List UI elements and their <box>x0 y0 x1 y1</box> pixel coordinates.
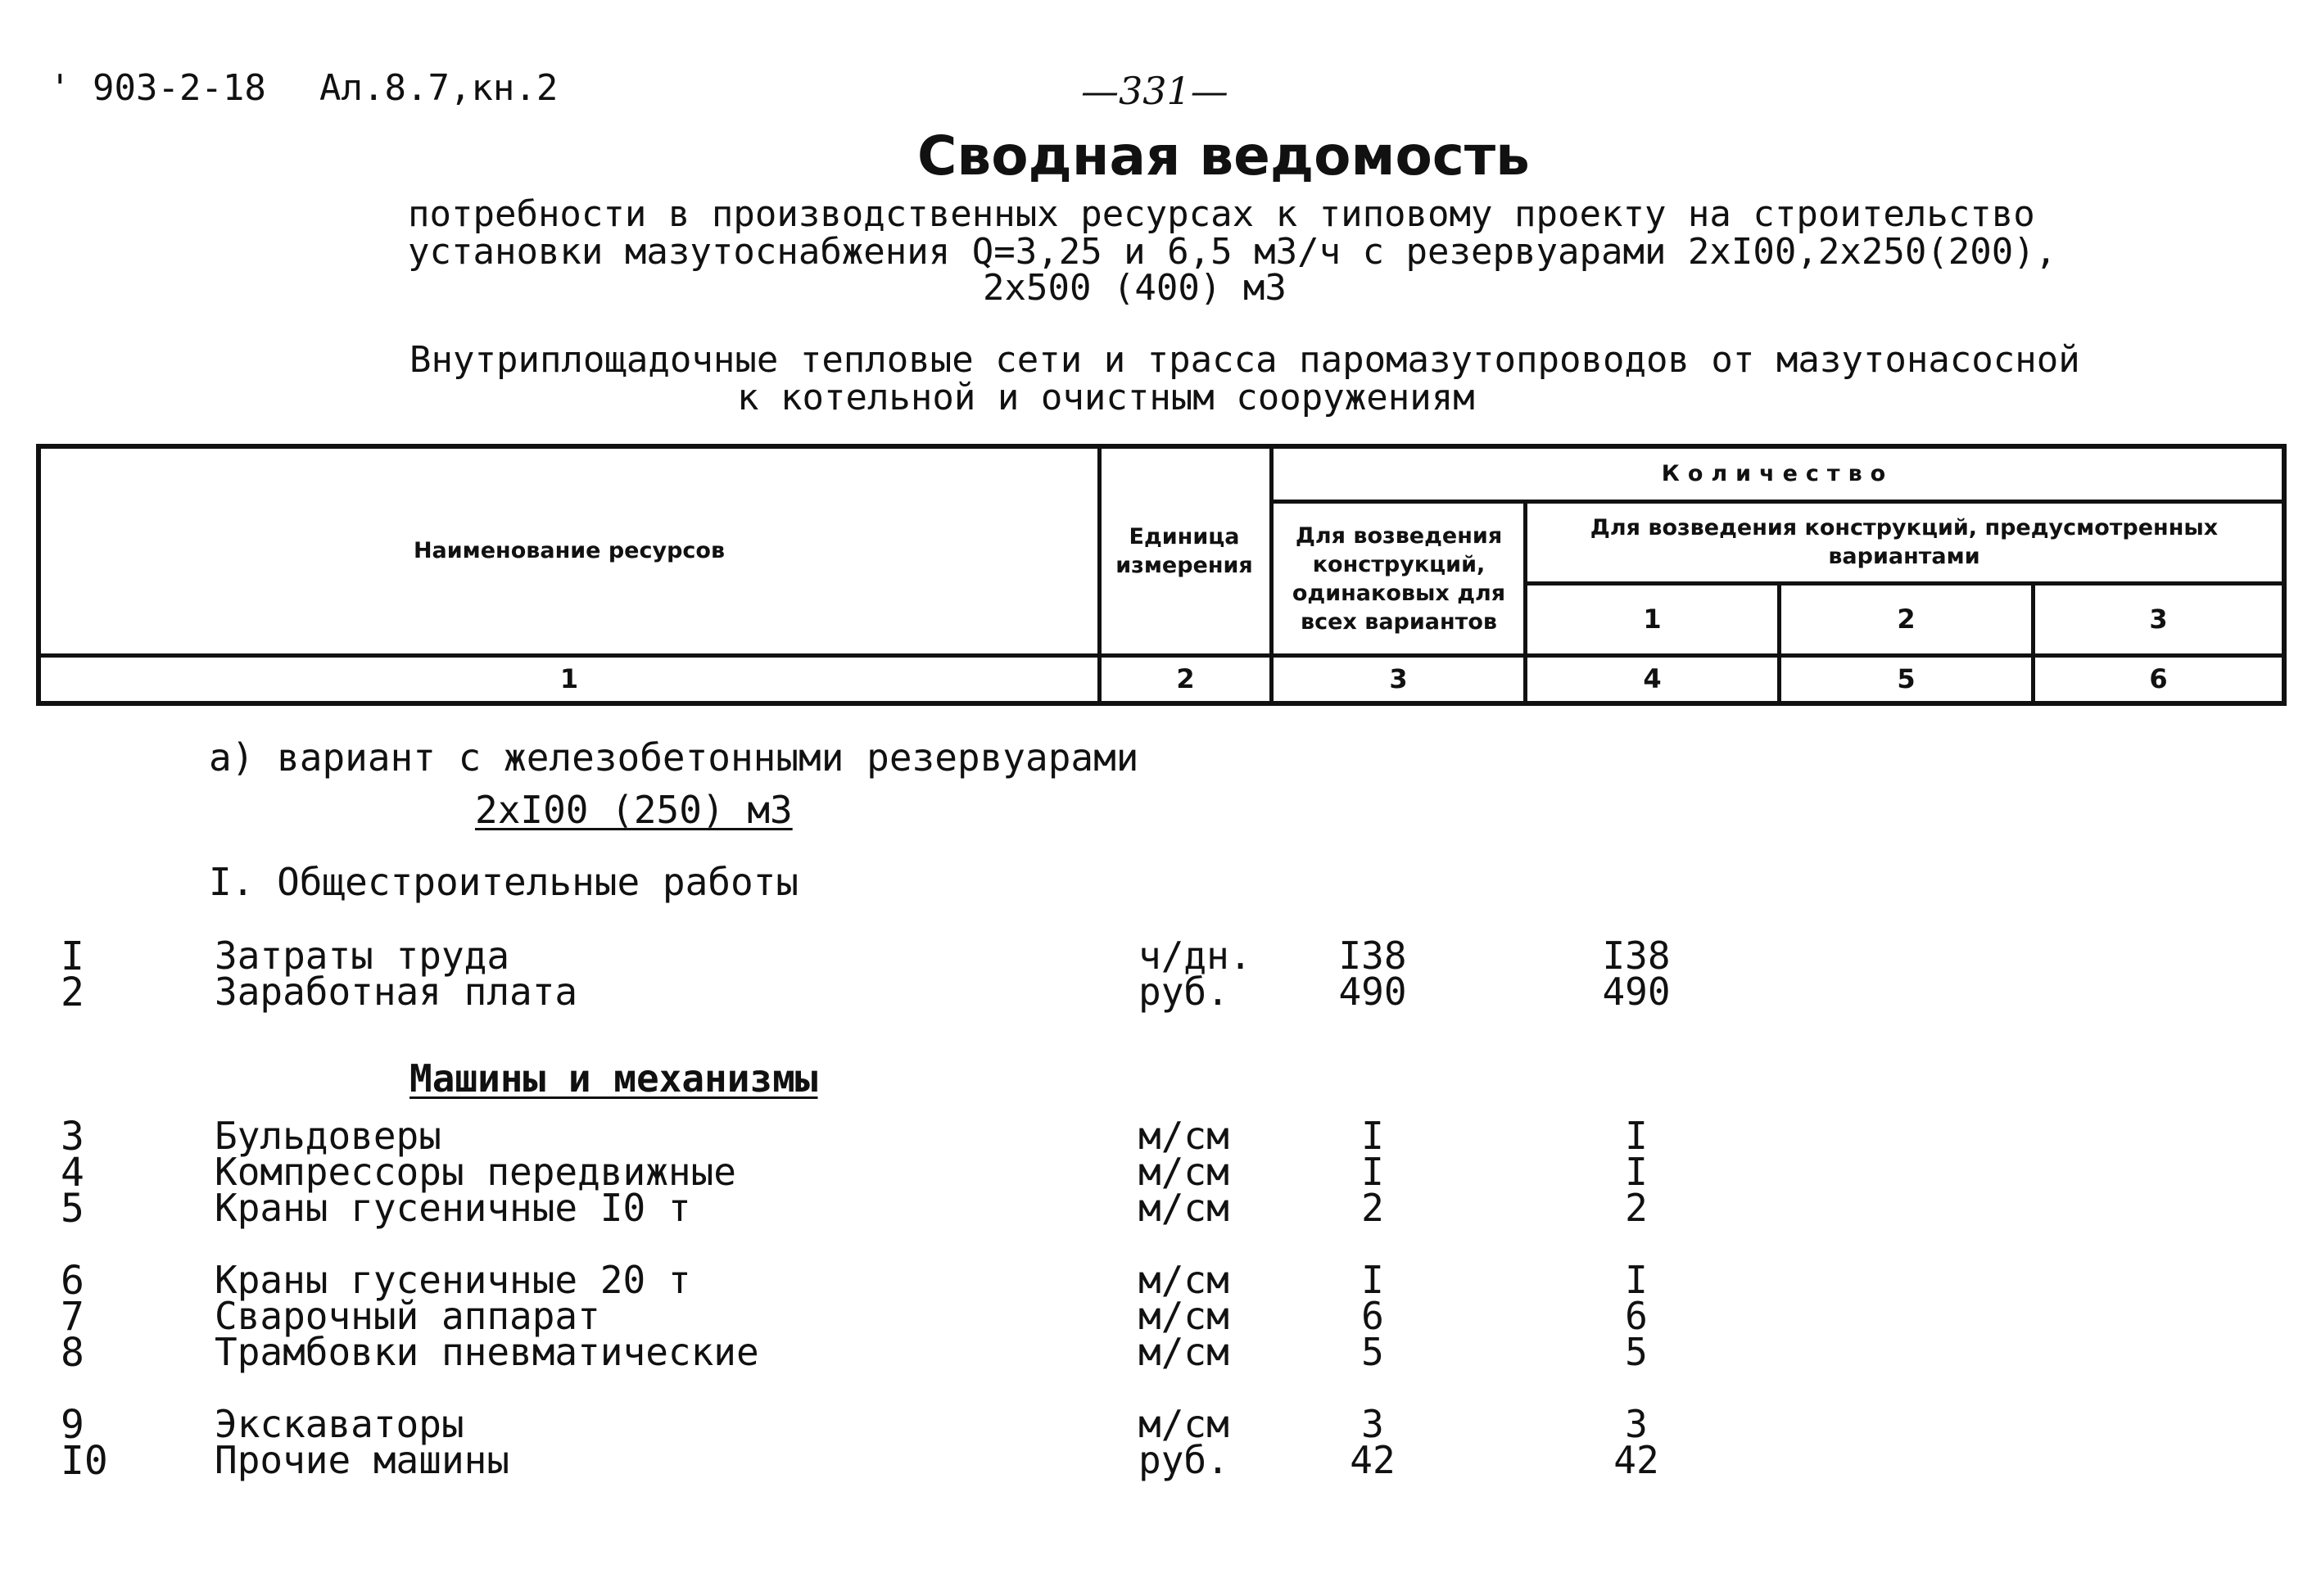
header-variant-1: 1 <box>1643 603 1662 635</box>
quantity-variant-1: I <box>1625 1258 1648 1302</box>
quantity-common: 6 <box>1361 1294 1384 1338</box>
quantity-variant-1: 6 <box>1625 1294 1648 1338</box>
row-number: 7 <box>61 1294 84 1340</box>
resource-unit: м/см <box>1138 1402 1229 1446</box>
quantity-common: I <box>1361 1258 1384 1302</box>
quantity-common: I38 <box>1338 934 1407 978</box>
resource-name: Экскаваторы <box>215 1402 464 1446</box>
variant-heading-line-2: 2хI00 (250) м3 <box>475 788 793 832</box>
resource-name: Компрессоры передвижные <box>215 1150 736 1194</box>
quantity-variant-1: 42 <box>1613 1438 1659 1482</box>
header-variant-2: 2 <box>1897 603 1916 635</box>
resource-unit: м/см <box>1138 1330 1229 1374</box>
resource-name: Трамбовки пневматические <box>215 1330 759 1374</box>
subtitle-line-1: потребности в производственных ресурсах к типовому проекту на строительство <box>408 193 2035 235</box>
page-title: Сводная ведомость <box>917 124 1530 188</box>
header-variant-constructions: Для возведения конструкций, предусмотренных вариантами <box>1590 514 2219 569</box>
quantity-common: 42 <box>1350 1438 1396 1482</box>
row-number: 3 <box>61 1114 84 1160</box>
row-number: 4 <box>61 1150 84 1196</box>
resource-unit: м/см <box>1138 1150 1229 1194</box>
group-heading-machines: Машины и механизмы <box>409 1056 818 1101</box>
row-number: 8 <box>61 1330 84 1376</box>
group-heading-construction-works: I. Общестроительные работы <box>209 860 799 904</box>
subtitle-line-2: установки мазутоснабжения Q=3,25 и 6,5 м3/ч с резервуарами 2хI00,2х250(200), <box>408 231 2057 273</box>
page-number: —331— <box>1081 69 1228 113</box>
resource-name: Прочие машины <box>215 1438 510 1482</box>
header-resource-name: Наименование ресурсов <box>413 538 726 564</box>
quantity-common: I <box>1361 1150 1384 1194</box>
row-number: 9 <box>61 1402 84 1448</box>
resource-name: Краны гусеничные 20 т <box>215 1258 691 1302</box>
column-number-4: 4 <box>1643 662 1662 694</box>
row-number: 5 <box>61 1186 84 1232</box>
resource-name: Заработная плата <box>215 970 578 1014</box>
resource-unit: м/см <box>1138 1294 1229 1338</box>
quantity-variant-1: I38 <box>1602 934 1671 978</box>
row-number: I <box>61 934 84 979</box>
resource-name: Краны гусеничные I0 т <box>215 1186 691 1230</box>
resource-table-header <box>36 444 2287 706</box>
header-variant-3: 3 <box>2149 603 2168 635</box>
resource-unit: руб. <box>1138 970 1229 1014</box>
section-title-line-1: Внутриплощадочные тепловые сети и трасса паромазутопроводов от мазутонасосной <box>409 339 2080 381</box>
column-number-5: 5 <box>1897 662 1916 694</box>
row-number: I0 <box>61 1438 108 1484</box>
row-number: 2 <box>61 970 84 1015</box>
column-number-2: 2 <box>1176 662 1195 694</box>
row-number: 6 <box>61 1258 84 1304</box>
resource-unit: ч/дн. <box>1138 934 1252 978</box>
quantity-variant-1: 2 <box>1625 1186 1648 1230</box>
header-unit: Единица измерения <box>1115 523 1253 578</box>
quantity-common: I <box>1361 1114 1384 1158</box>
resource-name: Сварочный аппарат <box>215 1294 600 1338</box>
resource-name: Затраты труда <box>215 934 510 978</box>
subtitle-line-3: 2х500 (400) м3 <box>983 267 1287 309</box>
variant-heading-line-1: а) вариант с железобетонными резервуарами <box>209 735 1139 780</box>
resource-unit: м/см <box>1138 1186 1229 1230</box>
resource-unit: м/см <box>1138 1114 1229 1158</box>
header-quantity: Количество <box>1661 461 1894 487</box>
resource-unit: руб. <box>1138 1438 1229 1482</box>
quantity-variant-1: 490 <box>1602 970 1671 1014</box>
section-title-line-2: к котельной и очистным сооружениям <box>737 377 1475 418</box>
quantity-variant-1: 5 <box>1625 1330 1648 1374</box>
document-code: ' 903-2-18 <box>49 67 266 109</box>
quantity-common: 2 <box>1361 1186 1384 1230</box>
quantity-variant-1: I <box>1625 1114 1648 1158</box>
album-reference: Ал.8.7,кн.2 <box>319 67 559 109</box>
header-common-constructions: Для возведения конструкций, одинаковых для всех вариантов <box>1292 522 1506 635</box>
quantity-common: 5 <box>1361 1330 1384 1374</box>
quantity-common: 3 <box>1361 1402 1384 1446</box>
resource-name: Бульдоверы <box>215 1114 441 1158</box>
quantity-variant-1: I <box>1625 1150 1648 1194</box>
column-number-6: 6 <box>2149 662 2168 694</box>
quantity-common: 490 <box>1338 970 1407 1014</box>
column-number-3: 3 <box>1389 662 1408 694</box>
column-number-1: 1 <box>559 662 579 694</box>
quantity-variant-1: 3 <box>1625 1402 1648 1446</box>
resource-unit: м/см <box>1138 1258 1229 1302</box>
